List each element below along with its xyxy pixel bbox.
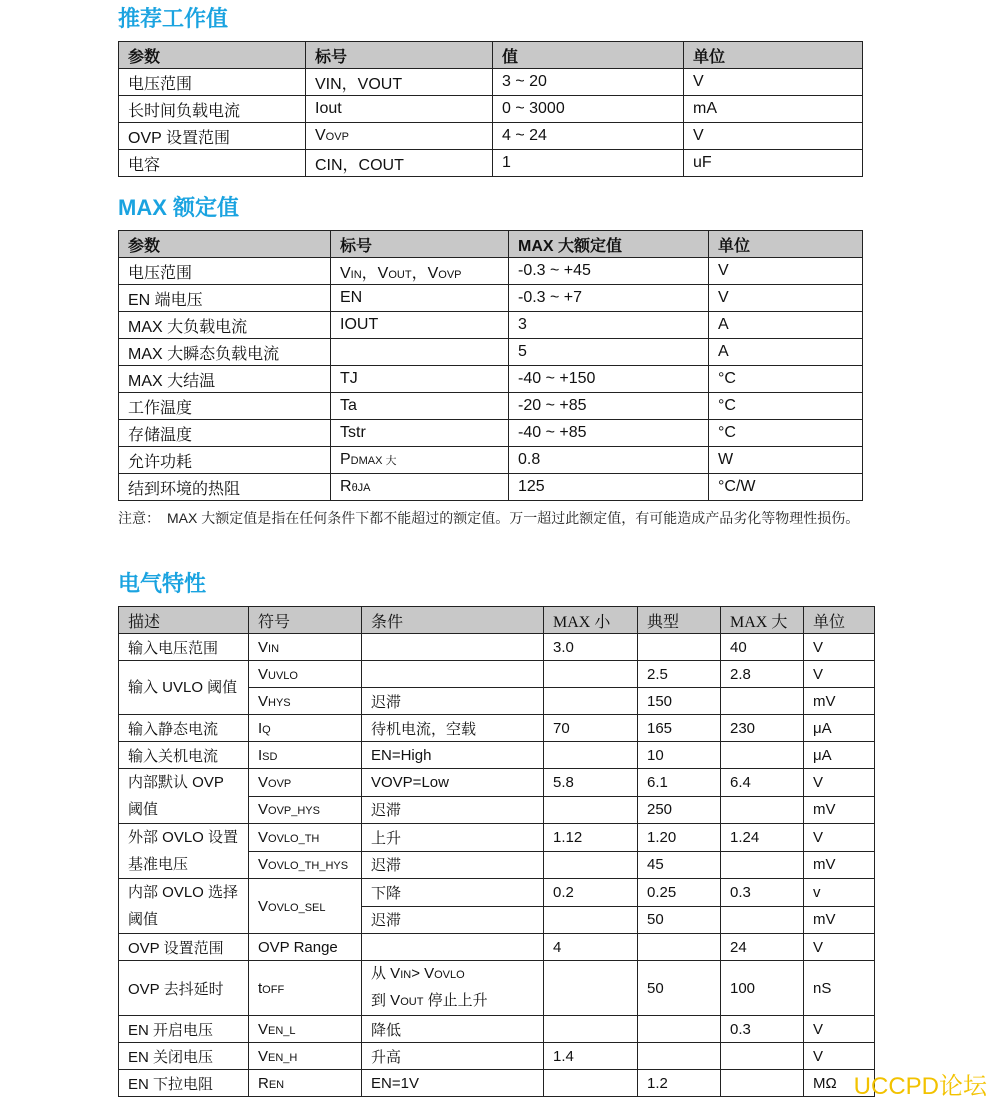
column-header: 值: [493, 42, 684, 69]
subscript: OVP: [268, 777, 292, 790]
table-cell: CIN，COUT: [306, 150, 493, 177]
table-row: [119, 474, 863, 501]
table-cell: [721, 1043, 804, 1070]
table-cell: 3: [509, 312, 709, 339]
table-cell: A: [709, 339, 863, 366]
table-cell: mV: [804, 688, 875, 715]
subscript: OFF: [262, 983, 285, 996]
table-cell: TJ: [331, 366, 509, 393]
table-cell: 输入关机电流: [119, 742, 249, 769]
table-cell: 1.4: [544, 1043, 638, 1070]
table-cell: 迟滞: [362, 906, 544, 934]
table-cell: 存储温度: [119, 420, 331, 447]
subscript: OVLO: [434, 969, 465, 981]
table-cell: [544, 688, 638, 715]
table-cell: 4: [544, 934, 638, 961]
table-cell: -40 ~ +150: [509, 366, 709, 393]
subscript: OVLO_TH: [268, 832, 320, 845]
table-cell: 电压范围: [119, 258, 331, 285]
table-cell: 2.8: [721, 661, 804, 688]
table-cell: VOVP=Low: [362, 769, 544, 797]
column-header: MAX 大: [721, 607, 804, 634]
table-cell: mA: [684, 96, 863, 123]
table-row: [119, 634, 875, 661]
table-cell: 迟滞: [362, 796, 544, 824]
subscript: IN: [350, 268, 362, 281]
table-cell: 电压范围: [119, 69, 306, 96]
table-cell: MAX 大瞬态负载电流: [119, 339, 331, 366]
table-cell: VEN_H: [249, 1043, 362, 1070]
section-title-recommended: 推荐工作值: [118, 6, 229, 31]
table-cell: EN 开启电压: [119, 1016, 249, 1043]
table-cell: [544, 961, 638, 1016]
table-cell: V: [709, 258, 863, 285]
table-row: [119, 824, 875, 852]
subscript: OVP: [438, 268, 462, 281]
table-cell: ISD: [249, 742, 362, 769]
column-header: 描述: [119, 607, 249, 634]
subscript: OUT: [388, 268, 412, 281]
table-cell: 50: [638, 961, 721, 1016]
section-title-max-rating: MAX 额定值: [118, 195, 240, 220]
subscript: OVLO_SEL: [268, 901, 326, 914]
recommended-operating-table: [118, 41, 863, 177]
table-cell: °C: [709, 366, 863, 393]
table-cell: VOVP_HYS: [249, 796, 362, 824]
table-cell: 迟滞: [362, 688, 544, 715]
table-row: [119, 312, 863, 339]
table-cell: 6.4: [721, 769, 804, 797]
table-cell: V: [804, 1043, 875, 1070]
watermark: UCCPD论坛: [853, 1073, 987, 1100]
table-cell: [362, 934, 544, 961]
table-cell: [331, 339, 509, 366]
table-row: [119, 879, 875, 907]
table-cell: 250: [638, 796, 721, 824]
table-cell: EN=High: [362, 742, 544, 769]
table-cell: nS: [804, 961, 875, 1016]
subscript: θJA: [351, 482, 371, 494]
table-row: [119, 1016, 875, 1043]
table-cell: EN: [331, 285, 509, 312]
table-cell: [638, 1016, 721, 1043]
table-cell: EN=1V: [362, 1070, 544, 1097]
table-cell: W: [709, 447, 863, 474]
subscript: OVLO_TH_HYS: [268, 860, 349, 873]
table-cell: 24: [721, 934, 804, 961]
table-row: [119, 393, 863, 420]
table-cell: OVP 去抖延时: [119, 961, 249, 1016]
table-cell: [638, 934, 721, 961]
table-cell: 230: [721, 715, 804, 742]
table-cell: V: [804, 661, 875, 688]
table-cell: [362, 634, 544, 661]
table-cell: VOVP: [249, 769, 362, 797]
table-cell: 0.3: [721, 1016, 804, 1043]
table-cell: 0 ~ 3000: [493, 96, 684, 123]
table-row: [119, 150, 863, 177]
table-cell: VOVP: [306, 123, 493, 150]
column-header: 标号: [306, 42, 493, 69]
table-cell: 输入静态电流: [119, 715, 249, 742]
table-cell: V: [804, 824, 875, 852]
table-cell: V: [804, 934, 875, 961]
table-cell: 10: [638, 742, 721, 769]
table-row: [119, 285, 863, 312]
table-cell: 电容: [119, 150, 306, 177]
table-cell: VIN: [249, 634, 362, 661]
table-cell: VIN，VOUT: [306, 69, 493, 96]
table-cell: 待机电流，空载: [362, 715, 544, 742]
table-header-row: [119, 607, 875, 634]
table-cell: [721, 742, 804, 769]
table-cell: VOVLO_TH: [249, 824, 362, 852]
table-row: [119, 961, 875, 1016]
table-cell: 下降: [362, 879, 544, 907]
table-cell: EN 下拉电阻: [119, 1070, 249, 1097]
table-row: [119, 715, 875, 742]
table-cell: [721, 796, 804, 824]
table-cell: PDMAX 大: [331, 447, 509, 474]
table-cell: 150: [638, 688, 721, 715]
subscript: DMAX 大: [350, 455, 397, 467]
subscript: EN: [268, 1078, 285, 1091]
table-cell: [544, 661, 638, 688]
table-cell: 降低: [362, 1016, 544, 1043]
table-cell: [638, 1043, 721, 1070]
table-cell: -40 ~ +85: [509, 420, 709, 447]
table-cell: -0.3 ~ +45: [509, 258, 709, 285]
table-cell: MAX 大结温: [119, 366, 331, 393]
table-cell: A: [709, 312, 863, 339]
table-row: [119, 661, 875, 688]
table-cell: uF: [684, 150, 863, 177]
table-cell: -20 ~ +85: [509, 393, 709, 420]
table-cell: V: [804, 634, 875, 661]
table-cell: IQ: [249, 715, 362, 742]
table-cell: VHYS: [249, 688, 362, 715]
table-cell: OVP 设置范围: [119, 934, 249, 961]
table-cell: 1.20: [638, 824, 721, 852]
table-cell: VIN，VOUT，VOVP: [331, 258, 509, 285]
section-title-electrical: 电气特性: [118, 571, 207, 596]
table-cell: 45: [638, 851, 721, 879]
table-cell: 结到环境的热阻: [119, 474, 331, 501]
table-cell: 6.1: [638, 769, 721, 797]
table-cell: Iout: [306, 96, 493, 123]
table-cell: 0.25: [638, 879, 721, 907]
table-row: [119, 1043, 875, 1070]
table-row: [119, 742, 875, 769]
table-cell: -0.3 ~ +7: [509, 285, 709, 312]
table-cell: [544, 796, 638, 824]
table-cell: [544, 1016, 638, 1043]
column-header: 条件: [362, 607, 544, 634]
table-cell: 40: [721, 634, 804, 661]
table-cell: 70: [544, 715, 638, 742]
table-row: [119, 420, 863, 447]
table-cell: 输入电压范围: [119, 634, 249, 661]
subscript: IN: [400, 969, 412, 981]
table-cell: Tstr: [331, 420, 509, 447]
table-cell: 内部 OVLO 选择阈值: [119, 879, 249, 934]
table-row: [119, 69, 863, 96]
table-cell: 迟滞: [362, 851, 544, 879]
table-header-row: [119, 231, 863, 258]
table-cell: 输入 UVLO 阈值: [119, 661, 249, 715]
table-cell: 允许功耗: [119, 447, 331, 474]
table-cell: 1.2: [638, 1070, 721, 1097]
table-cell: mV: [804, 906, 875, 934]
table-cell: [544, 906, 638, 934]
table-cell: 125: [509, 474, 709, 501]
table-cell: 1.24: [721, 824, 804, 852]
subscript: IN: [268, 642, 280, 655]
table-row: [119, 366, 863, 393]
table-cell: [544, 742, 638, 769]
table-cell: OVP Range: [249, 934, 362, 961]
table-cell: [362, 661, 544, 688]
table-cell: VEN_L: [249, 1016, 362, 1043]
table-row: [119, 123, 863, 150]
subscript: OVP: [325, 131, 349, 143]
table-cell: °C: [709, 393, 863, 420]
table-cell: IOUT: [331, 312, 509, 339]
column-header: 参数: [119, 231, 331, 258]
table-cell: μA: [804, 742, 875, 769]
table-cell: 外部 OVLO 设置基准电压: [119, 824, 249, 879]
table-cell: VUVLO: [249, 661, 362, 688]
subscript: OVP_HYS: [268, 805, 320, 818]
table-cell: [544, 1070, 638, 1097]
table-row: [119, 339, 863, 366]
table-cell: 内部默认 OVP 阈值: [119, 769, 249, 824]
table-cell: tOFF: [249, 961, 362, 1016]
table-row: [119, 447, 863, 474]
table-cell: VOVLO_TH_HYS: [249, 851, 362, 879]
column-header: 典型: [638, 607, 721, 634]
table-cell: 0.2: [544, 879, 638, 907]
table-cell: 4 ~ 24: [493, 123, 684, 150]
table-cell: 5.8: [544, 769, 638, 797]
table-cell: [721, 906, 804, 934]
table-cell: [721, 688, 804, 715]
table-cell: VOVLO_SEL: [249, 879, 362, 934]
table-cell: MΩ: [804, 1070, 875, 1097]
table-cell: [638, 634, 721, 661]
max-rating-note: 注意： MAX 大额定值是指在任何条件下都不能超过的额定值。万一超过此额定值，有可能造成产品劣化等物理性损伤。: [118, 510, 860, 526]
table-cell: [721, 1070, 804, 1097]
table-cell: 从 VIN> VOVLO 到 VOUT 停止上升: [362, 961, 544, 1016]
subscript: UVLO: [268, 669, 298, 682]
table-cell: mV: [804, 851, 875, 879]
table-cell: [721, 851, 804, 879]
subscript: SD: [262, 750, 278, 763]
table-cell: mV: [804, 796, 875, 824]
table-cell: MAX 大负载电流: [119, 312, 331, 339]
subscript: HYS: [268, 696, 291, 709]
table-cell: OVP 设置范围: [119, 123, 306, 150]
table-cell: REN: [249, 1070, 362, 1097]
table-cell: V: [804, 769, 875, 797]
table-cell: Ta: [331, 393, 509, 420]
table-cell: 3.0: [544, 634, 638, 661]
table-cell: EN 关闭电压: [119, 1043, 249, 1070]
column-header: 单位: [684, 42, 863, 69]
column-header: 符号: [249, 607, 362, 634]
table-cell: 长时间负载电流: [119, 96, 306, 123]
electrical-characteristics-table: [118, 606, 875, 1097]
table-cell: [544, 851, 638, 879]
table-cell: °C: [709, 420, 863, 447]
table-header-row: [119, 42, 863, 69]
table-cell: 1.12: [544, 824, 638, 852]
table-row: [119, 934, 875, 961]
column-header: 参数: [119, 42, 306, 69]
subscript: EN_L: [268, 1024, 296, 1037]
table-cell: 升高: [362, 1043, 544, 1070]
table-cell: V: [804, 1016, 875, 1043]
table-cell: °C/W: [709, 474, 863, 501]
table-cell: 3 ~ 20: [493, 69, 684, 96]
subscript: EN_H: [268, 1051, 298, 1064]
table-cell: 上升: [362, 824, 544, 852]
table-cell: 165: [638, 715, 721, 742]
table-cell: 0.8: [509, 447, 709, 474]
column-header: 标号: [331, 231, 509, 258]
table-cell: 0.3: [721, 879, 804, 907]
table-cell: RθJA: [331, 474, 509, 501]
table-row: [119, 258, 863, 285]
column-header: MAX 小: [544, 607, 638, 634]
table-cell: V: [684, 69, 863, 96]
max-rating-table: [118, 230, 863, 501]
subscript: Q: [262, 723, 271, 736]
column-header: MAX 大额定值: [509, 231, 709, 258]
table-cell: 100: [721, 961, 804, 1016]
table-cell: 2.5: [638, 661, 721, 688]
table-cell: V: [709, 285, 863, 312]
table-cell: 50: [638, 906, 721, 934]
table-row: [119, 1070, 875, 1097]
table-cell: EN 端电压: [119, 285, 331, 312]
subscript: OUT: [400, 996, 424, 1008]
table-row: [119, 769, 875, 797]
table-cell: v: [804, 879, 875, 907]
table-row: [119, 96, 863, 123]
table-cell: V: [684, 123, 863, 150]
table-cell: 工作温度: [119, 393, 331, 420]
table-cell: μA: [804, 715, 875, 742]
column-header: 单位: [709, 231, 863, 258]
table-cell: 1: [493, 150, 684, 177]
column-header: 单位: [804, 607, 875, 634]
table-cell: 5: [509, 339, 709, 366]
